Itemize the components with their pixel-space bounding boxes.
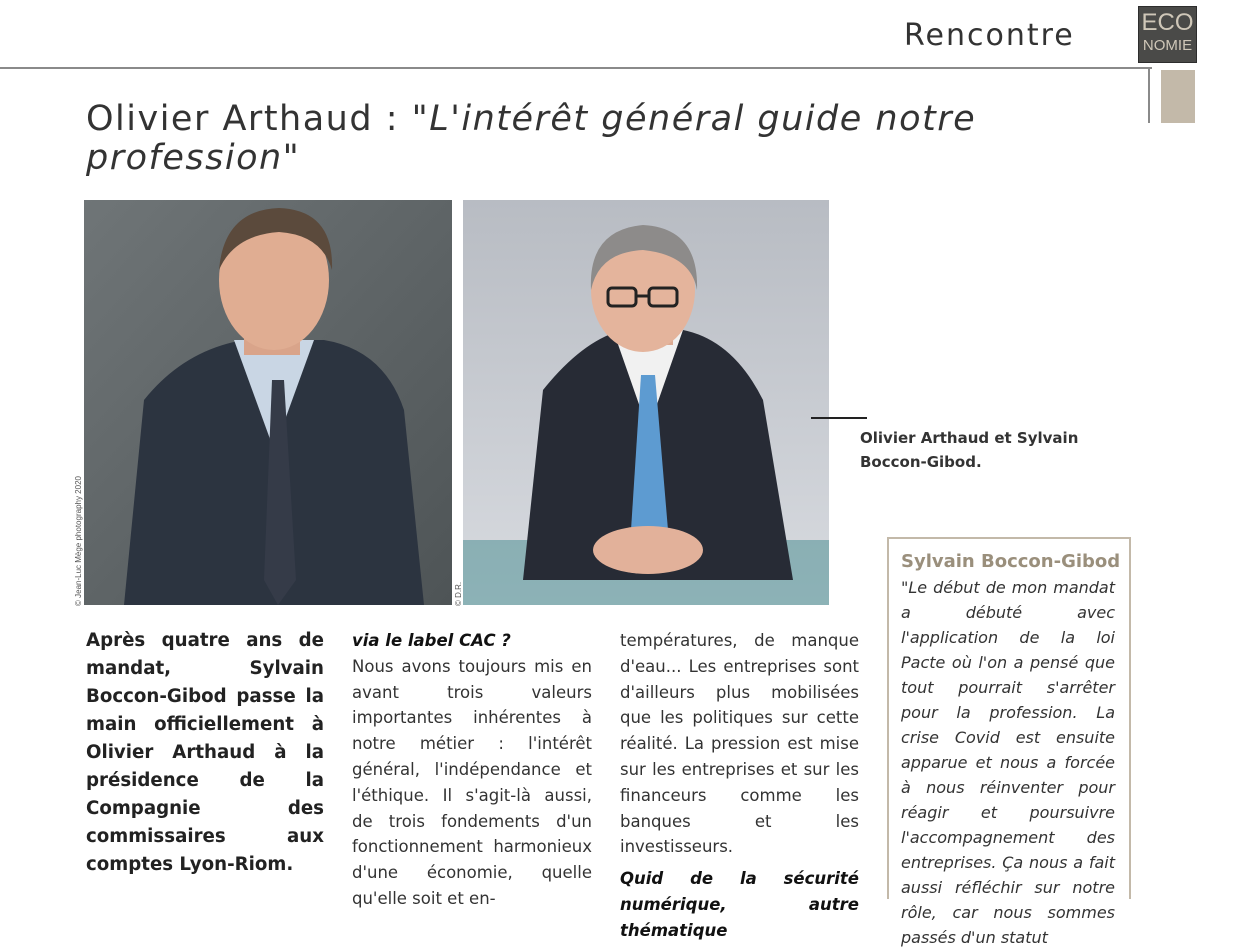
quote-text: "Le début de mon mandat a débuté avec l'application de la loi Pacte où l'on a pensé que tout pourrait s'arrêter pour la profession. La crise Covid est ensuite apparue et nous a forcée à nous réinventer pour réagir et poursuivre l'accompagnement des entreprises. Ça nous a fait aussi réfléchir sur notre rôle, car nous sommes passés d'un statut <box>901 578 1115 947</box>
portrait-illustration-1 <box>84 200 452 605</box>
article-lede: Après quatre ans de mandat, Sylvain Boccon-Gibod passe la main officiellement à Olivier Arthaud à la présidence de la Compagnie des commissaires aux comptes Lyon-Riom. <box>86 630 324 875</box>
economie-logo <box>1138 6 1197 63</box>
photo-sylvain-boccon-gibod <box>463 200 829 605</box>
quote-author: Sylvain Boccon-Gibod <box>901 551 1121 572</box>
title-quote: L'intérêt général guide notre profession <box>86 99 977 178</box>
quote-box <box>887 537 1131 947</box>
portrait-illustration-2 <box>463 200 829 605</box>
photo-caption: Olivier Arthaud et Sylvain Boccon-Gibod. <box>860 429 1079 471</box>
article-column-2 <box>352 628 592 912</box>
photo-credit-2: © D.R. <box>454 581 463 606</box>
column-2-question: via le label CAC ? <box>352 631 511 650</box>
column-3-text: températures, de manque d'eau... Les entreprises sont d'ailleurs plus mobilisées que les politiques sur cette réalité. La pression est mise sur les entreprises et sur les financeurs comme les banques et les investisseurs. <box>620 631 859 857</box>
header-rule <box>0 67 1152 69</box>
article-column-3 <box>620 628 859 944</box>
photo-olivier-arthaud <box>84 200 452 605</box>
column-3-question: Quid de la sécurité numérique, autre thématique <box>620 869 859 940</box>
logo-top-text: ECO <box>1141 9 1194 36</box>
logo-bottom-text: NOMIE <box>1142 37 1193 54</box>
accent-block <box>1161 70 1195 123</box>
section-label: Rencontre <box>904 18 1075 53</box>
header-rule-vertical <box>1148 67 1150 123</box>
caption-rule <box>811 417 867 419</box>
title-close: " <box>282 138 301 178</box>
article-title <box>86 100 1066 178</box>
photo-credit-1: © Jean-Luc Mège photography 2020 <box>74 476 83 606</box>
column-2-text: Nous avons toujours mis en avant trois valeurs importantes inhérentes à notre métier : l'intérêt général, l'indépendance et l'éthique. Il s'agit-là aussi, de trois fondements d'un fonctionnement harmonieux d'une économie, quelle qu'elle soit et en- <box>352 656 592 908</box>
title-plain: Olivier Arthaud : " <box>86 99 430 139</box>
